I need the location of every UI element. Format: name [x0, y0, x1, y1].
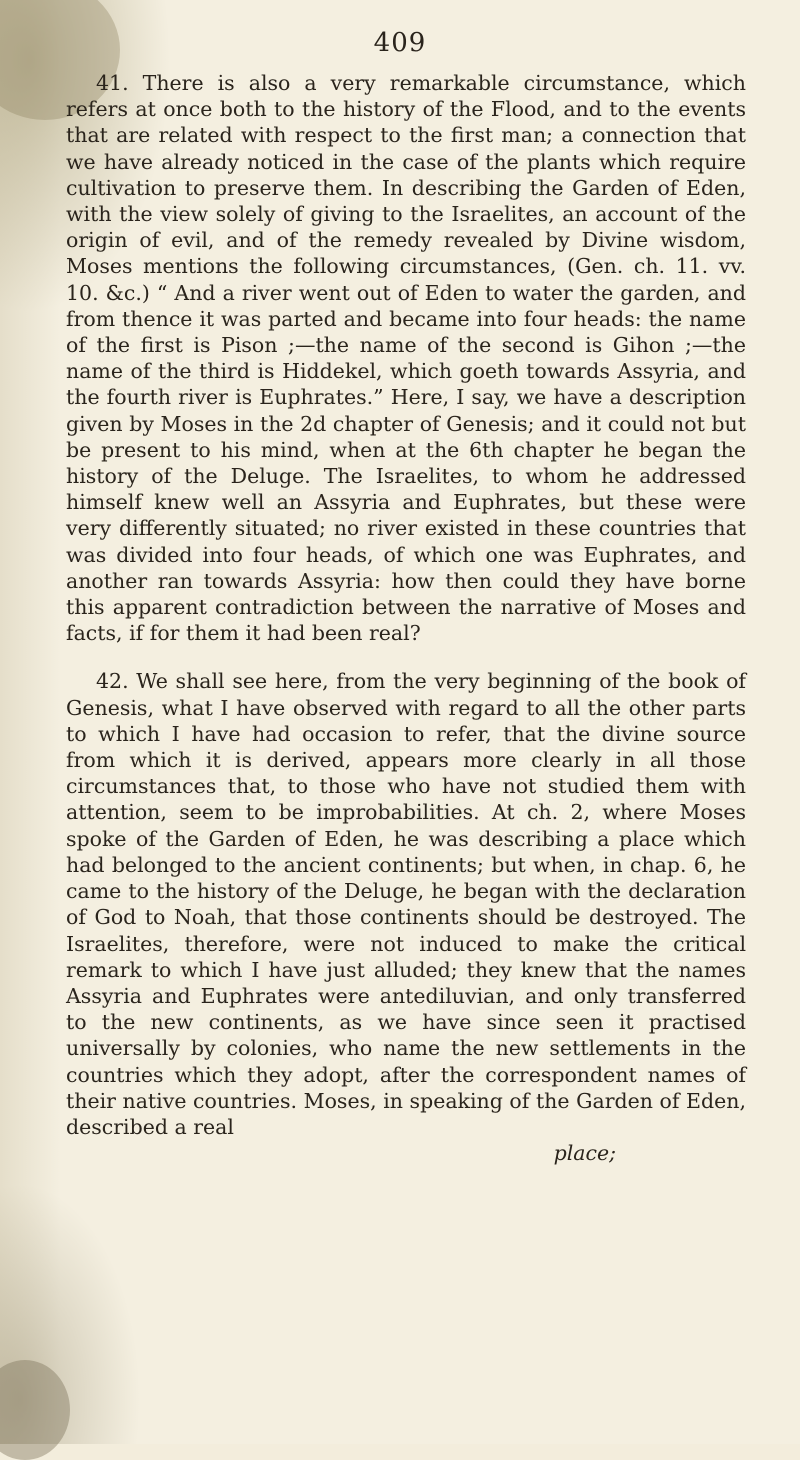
page-stain: [0, 1360, 70, 1460]
body-text: [66, 70, 746, 1166]
paragraph-41: 41. There is also a very remarkable circumstance, which refers at once both to the history of the Flood, and to the events that are related with respect to the first man; a connection that we have already noticed in the case of the plants which require cultivation to preserve them. In describing the Garden of Eden, with the view solely of giving to the Israelites, an account of the origin of evil, and of the remedy revealed by Divine wisdom, Moses mentions the following circumstances, (Gen. ch. 11. vv. 10. &c.) “ And a river went out of Eden to water the garden, and from thence it was parted and became into four heads: the name of the first is Pison ;—the name of the second is Gihon ;—the name of the third is Hiddekel, which goeth towards Assyria, and the fourth river is Euphrates.” Here, I say, we have a description given by Moses in the 2d chapter of Genesis; and it could not but be present to his mind, when at the 6th chapter he began the history of the Deluge. The Israelites, to whom he addressed himself knew well an Assyria and Euphrates, but these were very differently situated; no river existed in these countries that was divided into four heads, of which one was Euphrates, and another ran towards Assyria: how then could they have borne this apparent contradiction between the narrative of Moses and facts, if for them it had been real?: [66, 71, 746, 646]
paragraph-42: 42. We shall see here, from the very beginning of the book of Genesis, what I have observed with regard to all the other parts to which I have had occasion to refer, that the divine source from which it is derived, appears more clearly in all those circumstances that, to those who have not studied them with attention, seem to be improbabilities. At ch. 2, where Moses spoke of the Garden of Eden, he was describing a place which had belonged to the ancient continents; but when, in chap. 6, he came to the history of the Deluge, he began with the declaration of God to Noah, that those continents should be destroyed. The Israelites, therefore, were not induced to make the critical remark to which I have just alluded; they knew that the names Assyria and Euphrates were antediluvian, and only transferred to the new continents, as we have since seen it practised universally by colonies, who name the new settlements in the countries which they adopt, after the correspondent names of their native countries. Moses, in speaking of the Garden of Eden, described a real: [66, 669, 746, 1139]
catchword: place;: [553, 1141, 616, 1166]
page-number: 409: [373, 28, 427, 58]
